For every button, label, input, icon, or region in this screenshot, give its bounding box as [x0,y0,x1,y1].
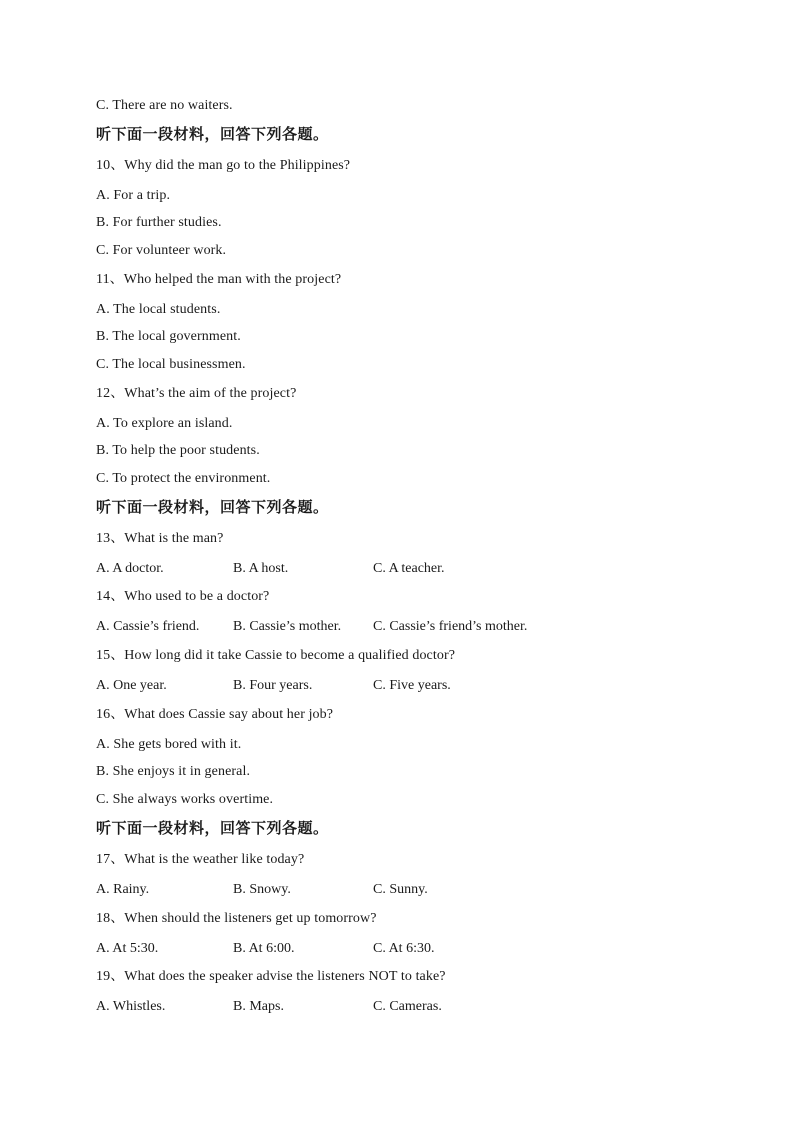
option-text: B. At 6:00. [233,941,295,956]
option-text: A. The local students. [96,302,221,317]
question-12: 12、What’s the aim of the project? [96,386,297,401]
option-text: C. For volunteer work. [96,243,227,258]
option-text: B. Cassie’s mother. [233,619,342,634]
question-19: 19、What does the speaker advise the listeners NOT to take? [96,969,446,984]
option-text: C. Cassie’s friend’s mother. [373,619,528,634]
option-text: B. The local government. [96,329,241,344]
option-text: B. To help the poor students. [96,443,260,458]
question-18: 18、When should the listeners get up tomorrow? [96,911,377,926]
option-text: B. Maps. [233,999,284,1014]
option-text: B. Snowy. [233,882,291,897]
option-text: A. Rainy. [96,882,150,897]
option-text: C. The local businessmen. [96,357,246,372]
section-heading: 听下面一段材料，回答下列各题。 [96,125,329,143]
option-text: A. For a trip. [96,188,171,203]
option-text: C. At 6:30. [373,941,435,956]
option-text: B. For further studies. [96,215,222,230]
option-text: A. To explore an island. [96,416,233,431]
option-text: C. There are no waiters. [96,98,233,113]
option-text: C. She always works overtime. [96,792,274,807]
option-text: C. To protect the environment. [96,471,271,486]
question-17: 17、What is the weather like today? [96,852,305,867]
option-text: C. A teacher. [373,561,445,576]
question-13: 13、What is the man? [96,531,224,546]
question-16: 16、What does Cassie say about her job? [96,707,334,722]
option-text: A. She gets bored with it. [96,737,242,752]
question-11: 11、Who helped the man with the project? [96,272,342,287]
option-text: C. Cameras. [373,999,442,1014]
question-14: 14、Who used to be a doctor? [96,589,270,604]
option-text: A. At 5:30. [96,941,159,956]
question-10: 10、Why did the man go to the Philippines? [96,158,351,173]
question-15: 15、How long did it take Cassie to become a qualified doctor? [96,648,456,663]
option-text: A. A doctor. [96,561,164,576]
option-text: C. Five years. [373,678,451,693]
section-heading: 听下面一段材料，回答下列各题。 [96,498,329,516]
option-text: B. A host. [233,561,289,576]
option-text: B. Four years. [233,678,313,693]
option-text: A. Whistles. [96,999,166,1014]
option-text: C. Sunny. [373,882,428,897]
option-text: B. She enjoys it in general. [96,764,251,779]
option-text: A. One year. [96,678,167,693]
section-heading: 听下面一段材料，回答下列各题。 [96,819,329,837]
option-text: A. Cassie’s friend. [96,619,200,634]
